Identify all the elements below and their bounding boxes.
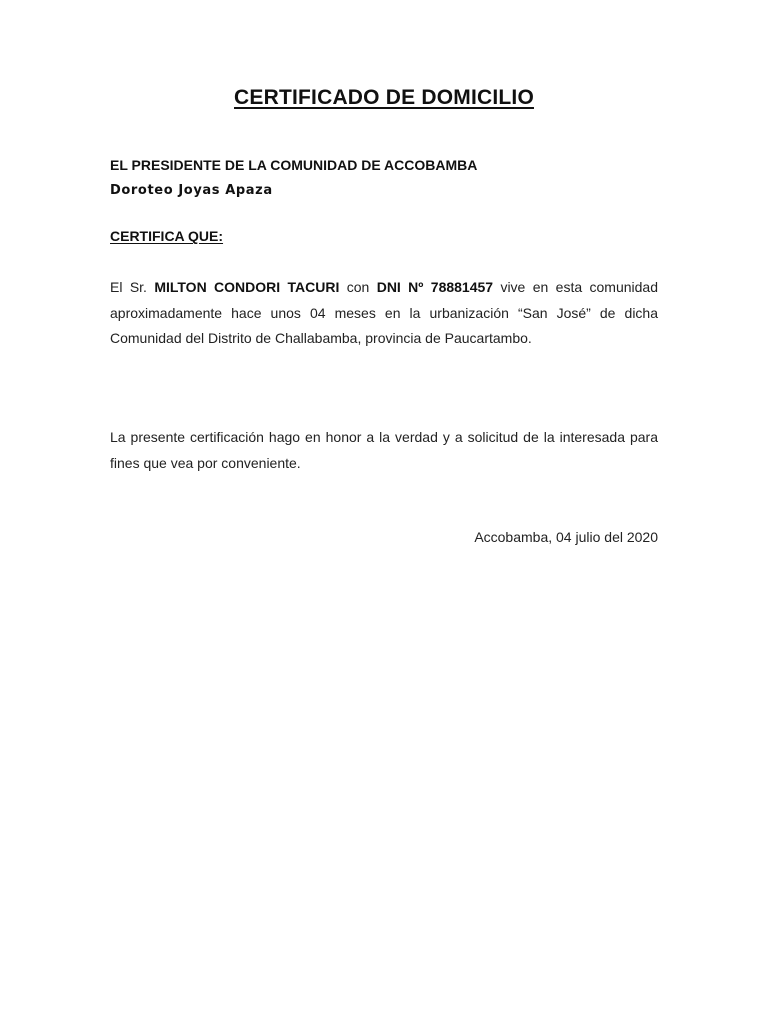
paragraph-prefix: El Sr.: [110, 279, 155, 295]
issuer-block: [110, 152, 658, 204]
place-date: Accobamba, 04 julio del 2020: [474, 529, 658, 545]
closing-paragraph: La presente certificación hago en honor a la verdad y a solicitud de la interesada para fines que vea por conveniente.: [110, 429, 658, 471]
issuer-name: Doroteo Joyas Apaza: [110, 183, 273, 198]
issuer-title: EL PRESIDENTE DE LA COMUNIDAD DE ACCOBAMBA: [110, 157, 478, 173]
dni-number: DNI Nº 78881457: [376, 279, 494, 295]
paragraph-connector: con: [339, 279, 377, 295]
person-name: MILTON CONDORI TACURI: [154, 279, 340, 295]
paragraph-body: vive en esta comunidad aproximadamente hace unos 04 meses en la urbanización “San José” de dicha Comunidad del Distrito de Challabamba, provincia de Paucartambo.: [110, 279, 658, 346]
document-title: CERTIFICADO DE DOMICILIO: [234, 86, 534, 109]
certifica-heading: CERTIFICA QUE:: [110, 228, 224, 244]
certification-paragraph: [110, 275, 658, 352]
